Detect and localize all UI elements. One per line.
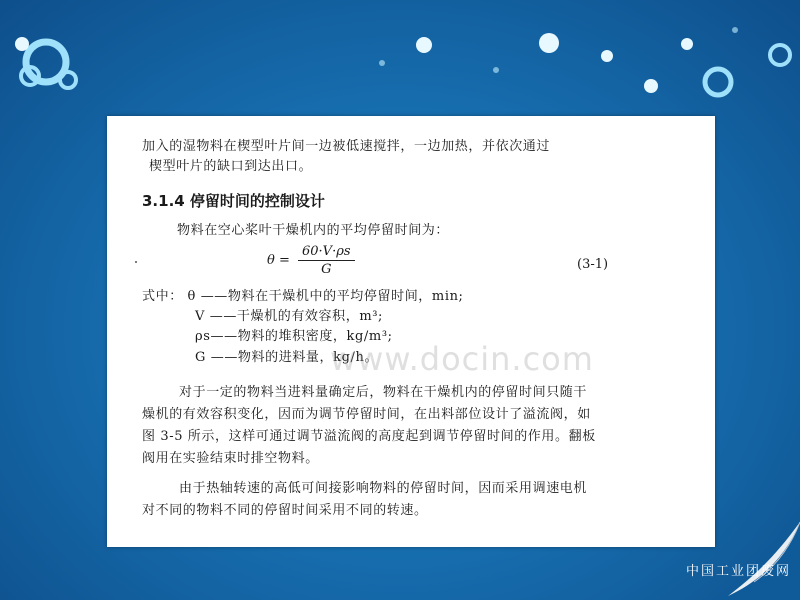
formula-numerator: 60·V·ρs xyxy=(298,244,355,261)
paragraph-1-line-4: 阀用在实验结束时排空物料。 xyxy=(142,451,319,466)
decorative-bubbles xyxy=(0,0,800,110)
formula-denominator: G xyxy=(321,262,332,277)
formula-intro: 物料在空心桨叶干燥机内的平均停留时间为： xyxy=(177,223,450,238)
equation-number: (3-1) xyxy=(577,257,609,272)
definition-volume: V ——干燥机的有效容积，m³; xyxy=(195,309,384,324)
stray-mark xyxy=(135,261,137,263)
paragraph-2-line-1: 由于热轴转速的高低可间接影响物料的停留时间，因而采用调速电机 xyxy=(179,481,588,496)
paragraph-1-line-1: 对于一定的物料当进料量确定后，物料在干燥机内的停留时间只随干 xyxy=(179,385,588,400)
definition-density: ρs——物料的堆积密度，kg/m³; xyxy=(195,329,393,344)
paragraph-2-line-2: 对不同的物料不同的停留时间采用不同的转速。 xyxy=(142,503,428,518)
document-page xyxy=(107,116,715,547)
section-heading: 3.1.4 停留时间的控制设计 xyxy=(142,192,325,210)
watermark: www.docin.com xyxy=(330,340,594,378)
formula-fraction xyxy=(298,244,355,277)
paragraph-1-line-2: 燥机的有效容积变化，因而为调节停留时间，在出料部位设计了溢流阀，如 xyxy=(142,407,591,422)
page-curl-decoration xyxy=(714,518,800,600)
definition-theta: 式中： θ ——物料在干燥机中的平均停留时间，min; xyxy=(142,289,464,304)
definition-feed-rate: G ——物料的进料量，kg/h。 xyxy=(195,350,379,365)
formula-lhs: θ = xyxy=(267,253,290,268)
footer-brand: 中国工业团废网 xyxy=(686,564,792,579)
residence-time-formula xyxy=(267,244,355,277)
intro-line-1: 加入的湿物料在楔型叶片间一边被低速搅拌，一边加热，并依次通过 xyxy=(142,139,551,154)
intro-line-2: 楔型叶片的缺口到达出口。 xyxy=(149,159,313,174)
paragraph-1-line-3: 图 3-5 所示，这样可通过调节溢流阀的高度起到调节停留时间的作用。翻板 xyxy=(142,429,596,444)
